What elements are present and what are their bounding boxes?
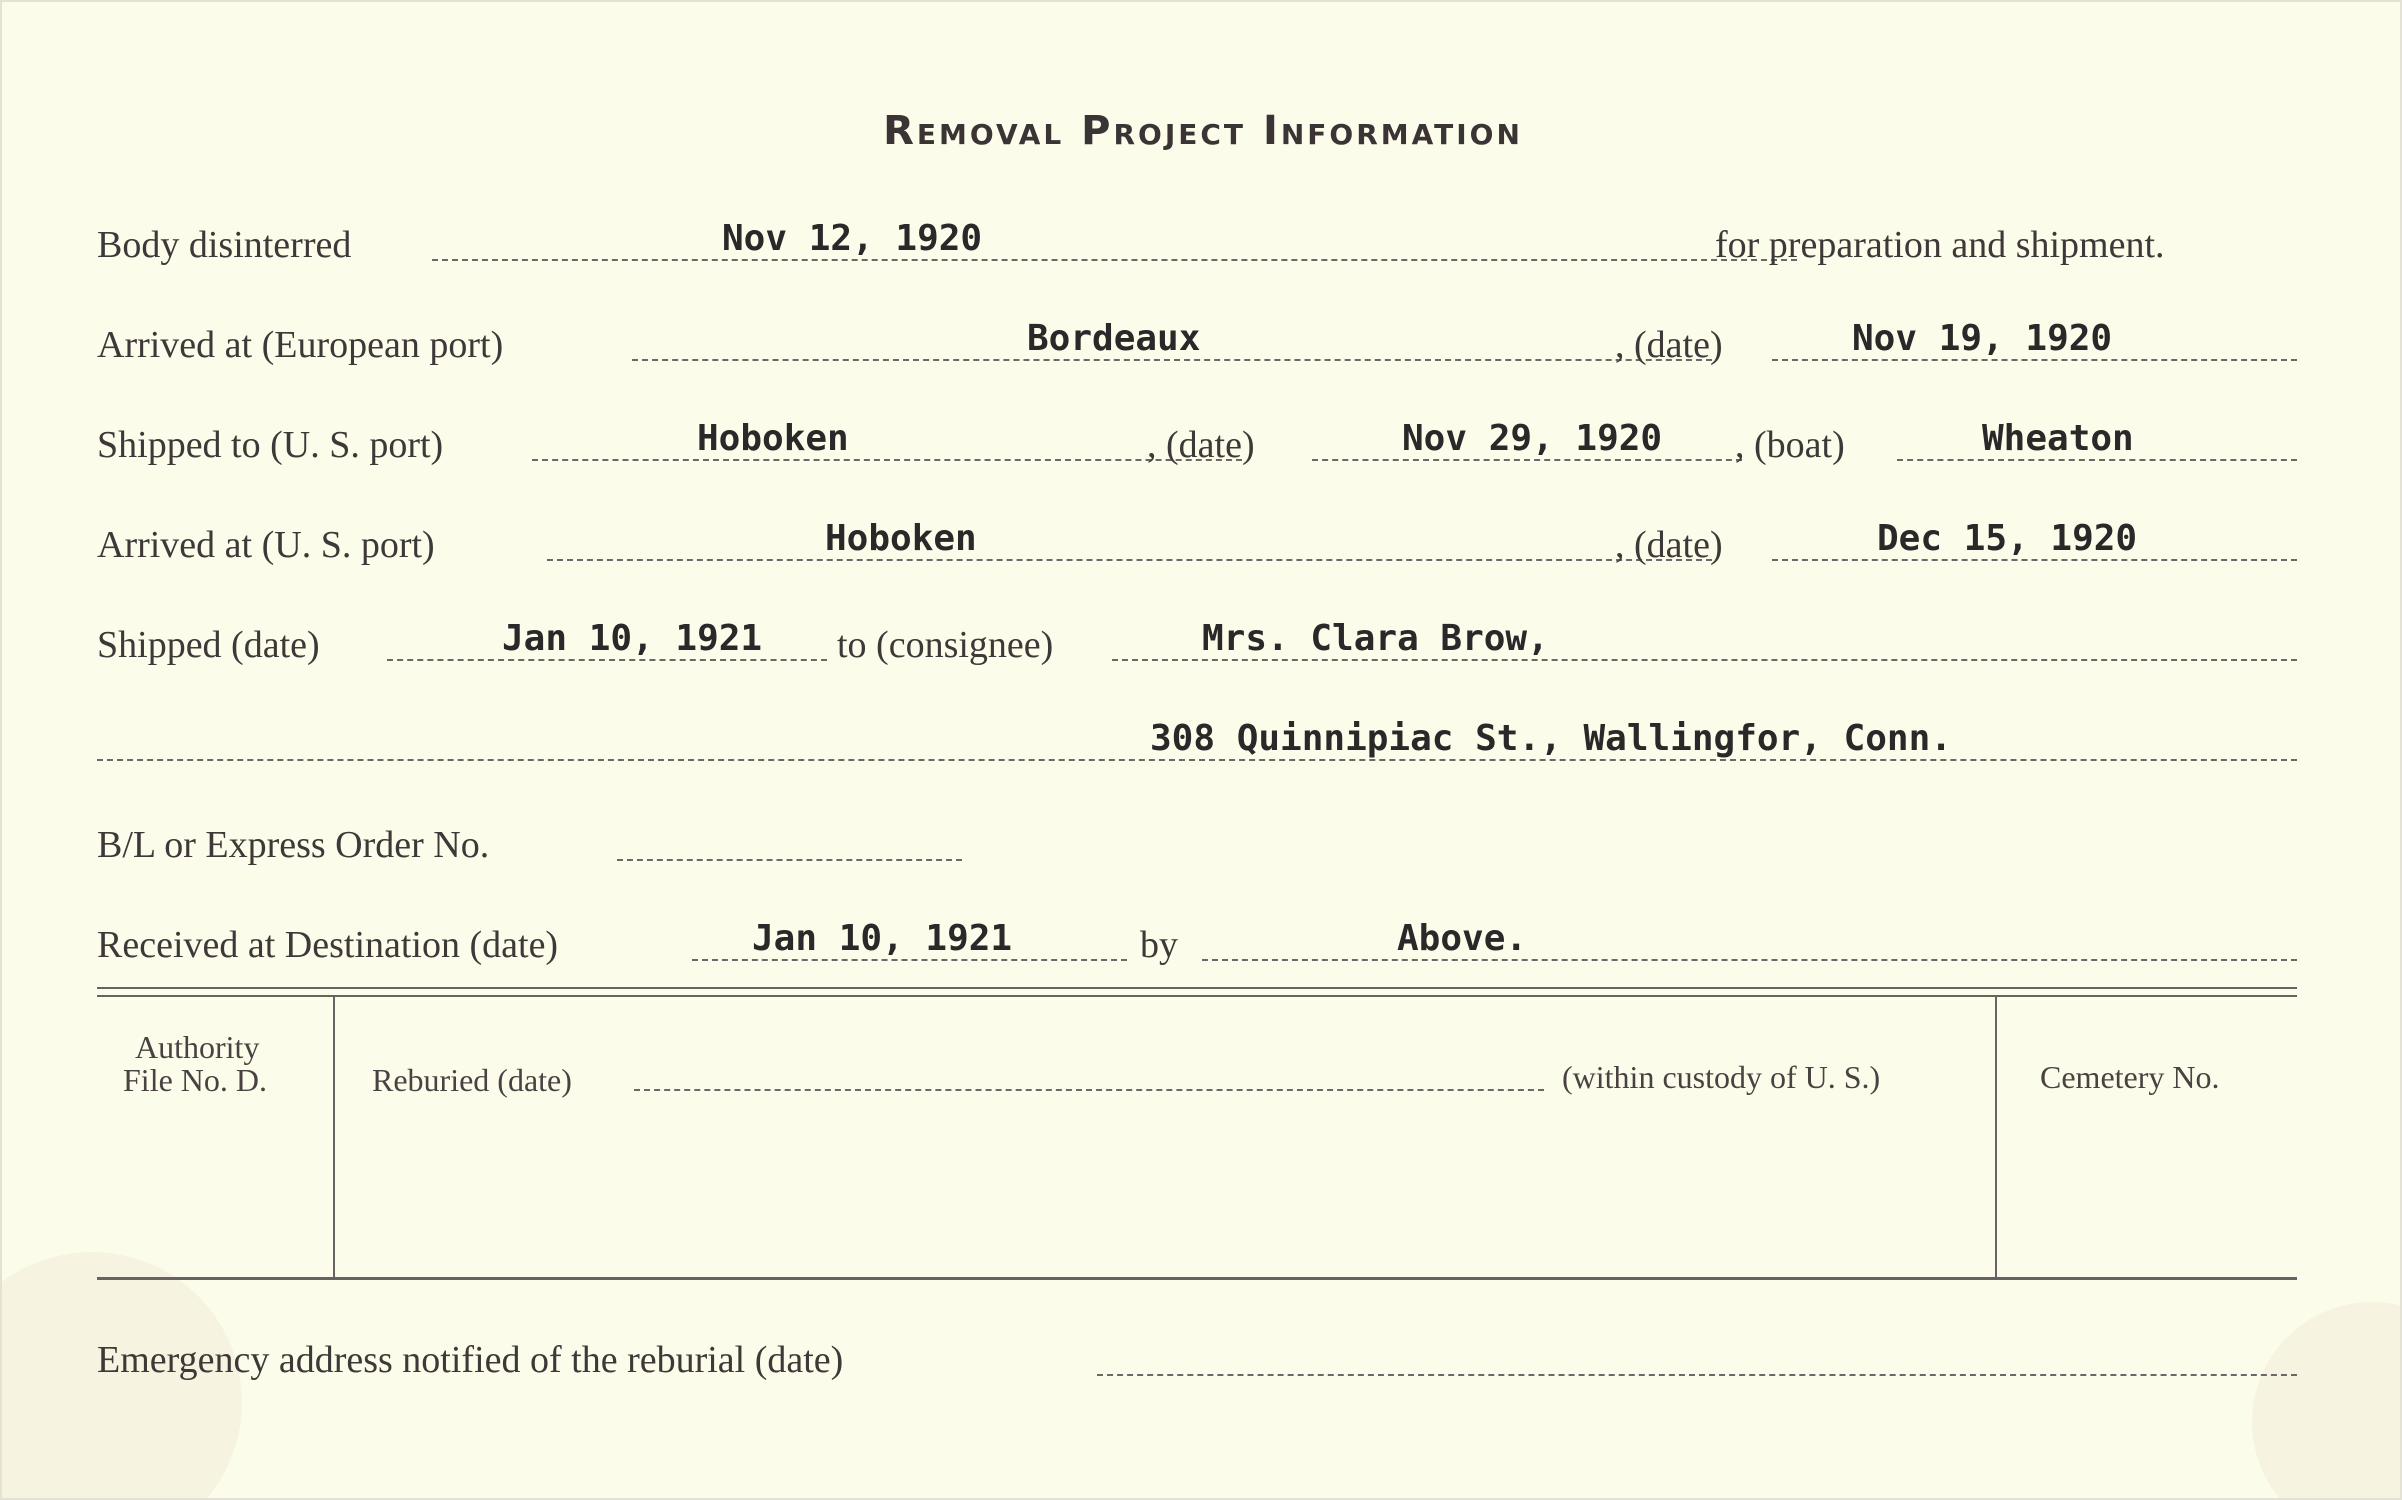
row-emergency bbox=[97, 1322, 2297, 1386]
fill-line bbox=[617, 859, 962, 861]
value-european-port: Bordeaux bbox=[1027, 318, 1201, 359]
value-received-date: Jan 10, 1921 bbox=[752, 918, 1013, 959]
value-consignee: Mrs. Clara Brow, bbox=[1202, 618, 1549, 659]
row-european-port bbox=[97, 307, 2297, 371]
value-shipped-us-port: Hoboken bbox=[697, 418, 849, 459]
label-preparation: for preparation and shipment. bbox=[1715, 224, 2165, 266]
box-top-rule bbox=[97, 995, 2297, 997]
value-european-port-date: Nov 19, 1920 bbox=[1852, 318, 2113, 359]
label-reburied: Reburied (date) bbox=[372, 1062, 572, 1098]
box-divider-right bbox=[1995, 997, 1997, 1277]
label-emergency: Emergency address notified of the reburial (date) bbox=[97, 1339, 844, 1381]
value-boat: Wheaton bbox=[1982, 418, 2134, 459]
value-received-by: Above. bbox=[1397, 918, 1528, 959]
label-consignee: to (consignee) bbox=[837, 624, 1054, 666]
label-date: , (date) bbox=[1147, 424, 1255, 466]
label-by: by bbox=[1140, 924, 1178, 966]
row-disinterred bbox=[97, 207, 2297, 271]
fill-line bbox=[1097, 1374, 2297, 1376]
row-address bbox=[97, 707, 2297, 771]
value-shipped-us-date: Nov 29, 1920 bbox=[1402, 418, 1663, 459]
fill-line bbox=[634, 1089, 1544, 1091]
row-shipped-us-port bbox=[97, 407, 2297, 471]
box-top-rule bbox=[97, 987, 2297, 989]
card-title: Removal Project Information bbox=[883, 108, 1523, 154]
label-received: Received at Destination (date) bbox=[97, 924, 559, 966]
label-shipped-date: Shipped (date) bbox=[97, 624, 320, 666]
row-bl bbox=[97, 807, 2297, 871]
label-shipped-us-port: Shipped to (U. S. port) bbox=[97, 424, 444, 466]
value-shipped-date: Jan 10, 1921 bbox=[502, 618, 763, 659]
box-bottom-rule bbox=[97, 1277, 2297, 1280]
fill-line bbox=[432, 259, 1797, 261]
fill-line bbox=[547, 559, 1712, 561]
fill-line bbox=[1312, 459, 1742, 461]
label-european-port: Arrived at (European port) bbox=[97, 324, 504, 366]
label-custody: (within custody of U. S.) bbox=[1562, 1059, 1881, 1095]
label-cemetery-no: Cemetery No. bbox=[2040, 1059, 2220, 1095]
box-divider-left bbox=[333, 997, 335, 1277]
row-arrived-us-port bbox=[97, 507, 2297, 571]
fill-line bbox=[1897, 459, 2297, 461]
label-bl: B/L or Express Order No. bbox=[97, 824, 490, 866]
value-address: 308 Quinnipiac St., Wallingfor, Conn. bbox=[1150, 718, 1952, 759]
value-arrived-us-date: Dec 15, 1920 bbox=[1877, 518, 2138, 559]
label-file-no: File No. D. bbox=[123, 1062, 267, 1098]
row-received bbox=[97, 907, 2297, 971]
fill-line bbox=[1112, 659, 2297, 661]
label-arrived-us-port: Arrived at (U. S. port) bbox=[97, 524, 435, 566]
fill-line bbox=[1202, 959, 2297, 961]
fill-line bbox=[1772, 559, 2297, 561]
fill-line bbox=[387, 659, 827, 661]
fill-line bbox=[632, 359, 1712, 361]
fill-line bbox=[532, 459, 1242, 461]
fill-line bbox=[1772, 359, 2297, 361]
value-arrived-us-port: Hoboken bbox=[825, 518, 977, 559]
label-boat: , (boat) bbox=[1735, 424, 1845, 466]
label-date: , (date) bbox=[1615, 524, 1723, 566]
label-authority: Authority bbox=[135, 1029, 260, 1065]
value-disinterred-date: Nov 12, 1920 bbox=[722, 218, 983, 259]
fill-line bbox=[97, 759, 2297, 761]
label-disinterred: Body disinterred bbox=[97, 224, 352, 266]
label-date: , (date) bbox=[1615, 324, 1723, 366]
row-shipped bbox=[97, 607, 2297, 671]
fill-line bbox=[692, 959, 1127, 961]
